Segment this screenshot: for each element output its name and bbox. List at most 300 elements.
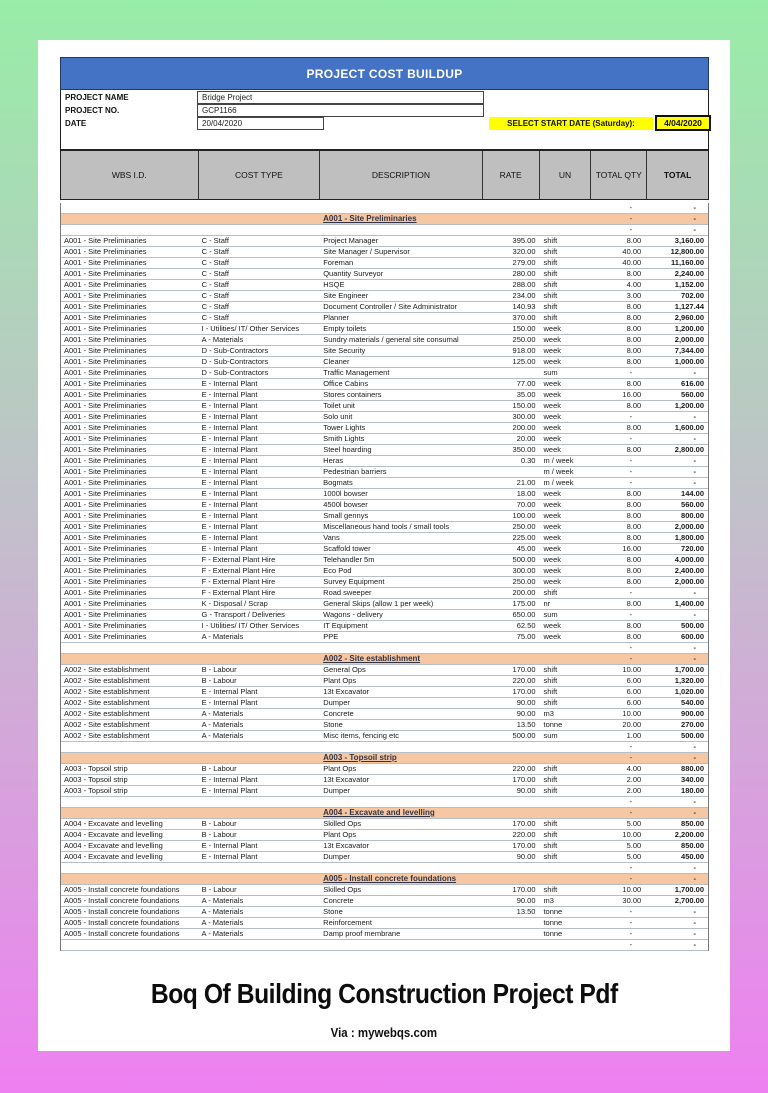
cell-rate: 170.00 bbox=[512, 665, 536, 674]
cell-total: 880.00 bbox=[681, 764, 704, 773]
cell-cost_type: E - Internal Plant bbox=[201, 687, 258, 696]
cell-wbs: A001 - Site Preliminaries bbox=[64, 412, 147, 421]
cell-cost_type: E - Internal Plant bbox=[201, 533, 258, 542]
section-header-row bbox=[61, 808, 708, 819]
cell-cost_type bbox=[199, 742, 321, 752]
cell-cost_type: B - Labour bbox=[201, 764, 237, 773]
cell-total: 340.00 bbox=[681, 775, 704, 784]
cell-total: 850.00 bbox=[681, 841, 704, 850]
cell-description bbox=[320, 863, 482, 873]
project-name-label: PROJECT NAME bbox=[65, 93, 129, 102]
cell-rate: 90.00 bbox=[516, 852, 536, 861]
cell-cost_type bbox=[199, 808, 321, 818]
cell-qty: - bbox=[629, 368, 633, 377]
cell-cost_type: A - Materials bbox=[201, 896, 244, 905]
cell-wbs: A001 - Site Preliminaries bbox=[64, 313, 147, 322]
table-row bbox=[61, 907, 708, 918]
cell-total: 900.00 bbox=[681, 709, 704, 718]
cell-unit: shift bbox=[543, 786, 558, 795]
cell-description: Skilled Ops bbox=[323, 819, 362, 828]
table-row bbox=[61, 731, 708, 742]
cell-cost_type bbox=[199, 225, 321, 235]
project-no-field[interactable]: GCP1166 bbox=[197, 104, 484, 117]
cell-unit: tonne bbox=[543, 929, 563, 938]
table-row bbox=[61, 566, 708, 577]
cell-rate: 175.00 bbox=[512, 599, 536, 608]
cell-cost_type: E - Internal Plant bbox=[201, 511, 258, 520]
cell-unit: week bbox=[543, 489, 562, 498]
table-row bbox=[61, 918, 708, 929]
table-row bbox=[61, 588, 708, 599]
page-caption bbox=[38, 978, 730, 1010]
cell-description: A002 - Site establishment bbox=[323, 654, 421, 663]
cell-wbs: A001 - Site Preliminaries bbox=[64, 357, 147, 366]
cell-rate: 395.00 bbox=[512, 236, 536, 245]
cell-description: Concrete bbox=[323, 709, 354, 718]
cell-rate: 90.00 bbox=[516, 786, 536, 795]
cell-qty: - bbox=[629, 214, 633, 223]
cell-rate: 90.00 bbox=[516, 896, 536, 905]
cell-description: 13t Excavator bbox=[323, 841, 370, 850]
cell-unit: shift bbox=[543, 665, 558, 674]
table-row bbox=[61, 269, 708, 280]
cell-qty: - bbox=[629, 654, 633, 663]
cell-cost_type: C - Staff bbox=[201, 236, 229, 245]
cell-qty: 5.00 bbox=[626, 852, 642, 861]
cell-rate bbox=[483, 214, 540, 224]
cell-description: 1000l bowser bbox=[323, 489, 368, 498]
cell-rate: 77.00 bbox=[516, 379, 536, 388]
cell-cost_type: B - Labour bbox=[201, 676, 237, 685]
cell-unit: m3 bbox=[543, 709, 554, 718]
cell-qty: - bbox=[629, 478, 633, 487]
cell-unit bbox=[539, 742, 591, 752]
cell-qty: 4.00 bbox=[626, 764, 642, 773]
cell-description: General Skips (allow 1 per week) bbox=[323, 599, 434, 608]
cell-cost_type: D - Sub-Contractors bbox=[201, 357, 269, 366]
cell-unit: shift bbox=[543, 236, 558, 245]
table-row bbox=[61, 676, 708, 687]
column-header-description: DESCRIPTION bbox=[320, 151, 483, 199]
cell-wbs: A004 - Excavate and levelling bbox=[64, 841, 163, 850]
cell-total: 7,344.00 bbox=[674, 346, 704, 355]
table-row bbox=[61, 830, 708, 841]
table-row bbox=[61, 896, 708, 907]
table-row bbox=[61, 687, 708, 698]
cell-qty: - bbox=[629, 610, 633, 619]
cell-rate: 300.00 bbox=[512, 412, 536, 421]
cell-cost_type: B - Labour bbox=[201, 885, 237, 894]
section-header-row bbox=[61, 874, 708, 885]
spacer-row bbox=[61, 863, 708, 874]
cell-total: 720.00 bbox=[681, 544, 704, 553]
cell-rate: 62.50 bbox=[516, 621, 536, 630]
cell-unit: nr bbox=[543, 599, 551, 608]
cell-total: 144.00 bbox=[681, 489, 704, 498]
cell-wbs: A001 - Site Preliminaries bbox=[64, 522, 147, 531]
table-row bbox=[61, 247, 708, 258]
cell-rate: 200.00 bbox=[512, 423, 536, 432]
cell-qty: - bbox=[629, 797, 633, 806]
cell-rate: 234.00 bbox=[512, 291, 536, 300]
cell-total: 2,000.00 bbox=[674, 335, 704, 344]
table-row bbox=[61, 885, 708, 896]
cell-total: 1,127.44 bbox=[674, 302, 704, 311]
column-header-total: TOTAL bbox=[663, 170, 692, 180]
cell-description: Toilet unit bbox=[323, 401, 355, 410]
cell-total: 600.00 bbox=[681, 632, 704, 641]
cell-description: Eco Pod bbox=[323, 566, 352, 575]
sheet-title-bar bbox=[60, 57, 709, 90]
cell-qty: - bbox=[629, 929, 633, 938]
cell-rate: 300.00 bbox=[512, 566, 536, 575]
table-row bbox=[61, 632, 708, 643]
start-date-field[interactable]: 4/04/2020 bbox=[655, 115, 711, 131]
cell-unit: shift bbox=[543, 852, 558, 861]
cell-description: Quantity Surveyor bbox=[323, 269, 384, 278]
cell-wbs: A002 - Site establishment bbox=[64, 720, 150, 729]
cell-wbs: A003 - Topsoil strip bbox=[64, 786, 128, 795]
cell-cost_type: A - Materials bbox=[201, 929, 244, 938]
cell-total: - bbox=[693, 874, 696, 883]
cell-description: Foreman bbox=[323, 258, 354, 267]
cell-description: A001 - Site Preliminaries bbox=[323, 214, 417, 223]
cell-wbs: A001 - Site Preliminaries bbox=[64, 533, 147, 542]
cell-rate: 250.00 bbox=[512, 577, 536, 586]
cell-unit: m / week bbox=[543, 467, 574, 476]
cell-description: Sundry materials / general site consumal bbox=[323, 335, 459, 344]
cell-rate: 250.00 bbox=[512, 335, 536, 344]
spacer-row bbox=[61, 203, 708, 214]
cell-cost_type: E - Internal Plant bbox=[201, 544, 258, 553]
cell-cost_type: E - Internal Plant bbox=[201, 390, 258, 399]
cell-description: A003 - Topsoil strip bbox=[323, 753, 397, 762]
cell-qty: 40.00 bbox=[622, 258, 642, 267]
cell-wbs: A001 - Site Preliminaries bbox=[64, 291, 147, 300]
cell-wbs: A005 - Install concrete foundations bbox=[64, 907, 180, 916]
cell-cost_type: E - Internal Plant bbox=[201, 467, 258, 476]
cell-rate bbox=[483, 797, 540, 807]
table-row bbox=[61, 929, 708, 940]
cell-cost_type: B - Labour bbox=[201, 665, 237, 674]
cell-description: Plant Ops bbox=[323, 830, 357, 839]
spacer-row bbox=[61, 797, 708, 808]
cell-rate bbox=[483, 929, 540, 939]
cell-wbs: A005 - Install concrete foundations bbox=[64, 885, 180, 894]
cell-total: 270.00 bbox=[681, 720, 704, 729]
cell-description: A005 - Install concrete foundations bbox=[323, 874, 457, 883]
cell-total: 4,000.00 bbox=[674, 555, 704, 564]
cell-unit: shift bbox=[543, 764, 558, 773]
cell-unit: week bbox=[543, 412, 561, 421]
cell-total: 560.00 bbox=[681, 390, 704, 399]
cell-description: Misc items, fencing etc bbox=[323, 731, 400, 740]
cell-total: - bbox=[693, 742, 696, 751]
cell-description: Planner bbox=[323, 313, 350, 322]
cell-rate: 170.00 bbox=[512, 841, 536, 850]
cell-total: - bbox=[693, 412, 696, 421]
table-row bbox=[61, 291, 708, 302]
table-row bbox=[61, 456, 708, 467]
table-row bbox=[61, 610, 708, 621]
cell-description: Tower Lights bbox=[323, 423, 366, 432]
date-label: DATE bbox=[65, 119, 87, 128]
cell-description: Solo unit bbox=[323, 412, 353, 421]
cell-description: Traffic Management bbox=[323, 368, 390, 377]
cell-cost_type: K - Disposal / Scrap bbox=[201, 599, 268, 608]
cell-total: 1,020.00 bbox=[674, 687, 704, 696]
cell-unit: sum bbox=[543, 731, 558, 740]
cell-rate: 170.00 bbox=[512, 819, 536, 828]
column-header-wbs-i-d-: WBS I.D. bbox=[61, 151, 199, 199]
cell-wbs: A003 - Topsoil strip bbox=[64, 775, 128, 784]
spacer-row bbox=[61, 742, 708, 753]
cell-wbs: A001 - Site Preliminaries bbox=[64, 445, 147, 454]
cell-qty: 8.00 bbox=[626, 379, 642, 388]
table-row bbox=[61, 324, 708, 335]
cell-total: - bbox=[693, 467, 696, 476]
cell-description: Bogmats bbox=[323, 478, 353, 487]
cell-unit: week bbox=[543, 632, 562, 641]
cell-description: A004 - Excavate and levelling bbox=[323, 808, 435, 817]
cell-unit: week bbox=[543, 357, 562, 366]
cell-qty: 16.00 bbox=[622, 544, 642, 553]
cell-description: Empty toilets bbox=[323, 324, 367, 333]
cell-total: 1,700.00 bbox=[674, 885, 704, 894]
cell-unit: shift bbox=[543, 676, 558, 685]
table-row bbox=[61, 555, 708, 566]
cell-rate: 125.00 bbox=[512, 357, 536, 366]
cell-cost_type bbox=[199, 654, 321, 664]
table-row bbox=[61, 599, 708, 610]
cell-rate: 225.00 bbox=[512, 533, 536, 542]
cell-rate: 140.93 bbox=[512, 302, 536, 311]
start-date-label: SELECT START DATE (Saturday): bbox=[489, 117, 653, 130]
cell-rate: 279.00 bbox=[512, 258, 536, 267]
project-name-field[interactable]: Bridge Project bbox=[197, 91, 484, 104]
cell-cost_type: G - Transport / Deliveries bbox=[201, 610, 285, 619]
table-row bbox=[61, 258, 708, 269]
cell-qty: 8.00 bbox=[626, 533, 642, 542]
cell-cost_type: C - Staff bbox=[201, 302, 229, 311]
cell-qty: 10.00 bbox=[622, 830, 642, 839]
cell-total: - bbox=[693, 225, 696, 234]
cell-unit: week bbox=[543, 566, 562, 575]
cell-description: Plant Ops bbox=[323, 764, 357, 773]
cell-cost_type: C - Staff bbox=[201, 269, 229, 278]
cell-cost_type: I - Utilities/ IT/ Other Services bbox=[201, 324, 300, 333]
cell-qty: 8.00 bbox=[626, 555, 642, 564]
column-header-un: UN bbox=[540, 151, 592, 199]
cell-cost_type: D - Sub-Contractors bbox=[201, 346, 269, 355]
cell-description: Damp proof membrane bbox=[323, 929, 401, 938]
table-row bbox=[61, 533, 708, 544]
cell-total: 11,160.00 bbox=[671, 258, 704, 267]
cell-cost_type: D - Sub-Contractors bbox=[201, 368, 269, 377]
cell-description bbox=[320, 203, 482, 213]
cell-qty: 8.00 bbox=[626, 324, 642, 333]
cell-unit: shift bbox=[543, 269, 558, 278]
cell-wbs: A001 - Site Preliminaries bbox=[64, 302, 147, 311]
cell-description: Office Cabins bbox=[323, 379, 369, 388]
cell-description: Stores containers bbox=[323, 390, 382, 399]
table-row bbox=[61, 467, 708, 478]
cell-unit: tonne bbox=[543, 720, 563, 729]
cell-rate: 320.00 bbox=[512, 247, 536, 256]
cell-qty: 8.00 bbox=[626, 335, 642, 344]
table-row bbox=[61, 390, 708, 401]
cell-total: 850.00 bbox=[681, 819, 704, 828]
cell-qty: 4.00 bbox=[626, 280, 642, 289]
cell-rate: 170.00 bbox=[512, 775, 536, 784]
cell-total: - bbox=[693, 368, 696, 377]
table-row bbox=[61, 720, 708, 731]
table-row bbox=[61, 302, 708, 313]
cell-wbs: A001 - Site Preliminaries bbox=[64, 335, 147, 344]
cell-cost_type: C - Staff bbox=[201, 291, 229, 300]
cell-rate bbox=[483, 203, 540, 213]
cell-qty: 6.00 bbox=[626, 698, 642, 707]
cell-total: - bbox=[693, 588, 696, 597]
cell-total: 2,200.00 bbox=[674, 830, 704, 839]
cell-total: 1,700.00 bbox=[674, 665, 704, 674]
cell-qty: 5.00 bbox=[626, 819, 642, 828]
cell-description: Miscellaneous hand tools / small tools bbox=[323, 522, 450, 531]
cell-unit: shift bbox=[543, 885, 558, 894]
cell-rate: 45.00 bbox=[516, 544, 536, 553]
project-no-row bbox=[61, 104, 484, 117]
cell-cost_type: F - External Plant Hire bbox=[201, 588, 276, 597]
cell-description bbox=[320, 940, 482, 950]
cell-total: 1,320.00 bbox=[674, 676, 704, 685]
cell-description: 13t Excavator bbox=[323, 687, 370, 696]
cell-rate: 200.00 bbox=[512, 588, 536, 597]
cell-unit: shift bbox=[543, 302, 558, 311]
table-row bbox=[61, 621, 708, 632]
table-row bbox=[61, 313, 708, 324]
cell-description: Site Security bbox=[323, 346, 366, 355]
cell-unit: week bbox=[543, 434, 561, 443]
cell-unit bbox=[539, 940, 591, 950]
cell-qty: - bbox=[629, 588, 633, 597]
cell-total: - bbox=[693, 456, 696, 465]
cell-total: 1,600.00 bbox=[674, 423, 704, 432]
cell-total: - bbox=[693, 610, 696, 619]
cell-unit: shift bbox=[543, 291, 558, 300]
cell-cost_type bbox=[199, 863, 321, 873]
cell-unit bbox=[539, 643, 591, 653]
cell-description: Concrete bbox=[323, 896, 354, 905]
cell-unit bbox=[539, 808, 591, 818]
cell-wbs: A001 - Site Preliminaries bbox=[64, 500, 147, 509]
cell-unit: sum bbox=[543, 368, 558, 377]
cell-description bbox=[320, 225, 482, 235]
cell-cost_type: E - Internal Plant bbox=[201, 522, 258, 531]
table-row bbox=[61, 401, 708, 412]
cell-cost_type: C - Staff bbox=[201, 313, 229, 322]
project-no-label: PROJECT NO. bbox=[65, 106, 120, 115]
cell-total: 2,700.00 bbox=[674, 896, 704, 905]
cell-unit: week bbox=[543, 555, 562, 564]
cell-wbs: A001 - Site Preliminaries bbox=[64, 258, 147, 267]
cell-total: 2,000.00 bbox=[674, 522, 704, 531]
section-header-row bbox=[61, 654, 708, 665]
cell-unit: shift bbox=[543, 247, 558, 256]
cell-cost_type: A - Materials bbox=[201, 709, 244, 718]
table-body bbox=[60, 203, 709, 951]
cell-wbs: A001 - Site Preliminaries bbox=[64, 379, 147, 388]
cell-total: 500.00 bbox=[681, 621, 704, 630]
cell-rate: 250.00 bbox=[512, 522, 536, 531]
cell-rate: 650.00 bbox=[512, 610, 536, 619]
cell-unit: week bbox=[543, 522, 562, 531]
cell-cost_type: E - Internal Plant bbox=[201, 445, 258, 454]
cell-unit: week bbox=[543, 511, 562, 520]
cell-total: 2,240.00 bbox=[674, 269, 704, 278]
page-caption-text: Boq Of Building Construction Project Pdf bbox=[150, 978, 618, 1009]
cell-cost_type: A - Materials bbox=[201, 907, 244, 916]
cell-qty: 8.00 bbox=[626, 632, 642, 641]
cell-wbs: A001 - Site Preliminaries bbox=[64, 566, 147, 575]
cell-unit bbox=[539, 225, 591, 235]
cell-wbs: A004 - Excavate and levelling bbox=[64, 819, 163, 828]
cell-total: 1,200.00 bbox=[674, 324, 704, 333]
cell-wbs: A001 - Site Preliminaries bbox=[64, 621, 147, 630]
cell-total: 2,960.00 bbox=[674, 313, 704, 322]
cell-total: - bbox=[693, 797, 696, 806]
cell-rate bbox=[483, 863, 540, 873]
cell-wbs bbox=[61, 643, 199, 653]
cell-unit: week bbox=[543, 346, 562, 355]
table-row bbox=[61, 577, 708, 588]
table-row bbox=[61, 709, 708, 720]
cell-qty: - bbox=[629, 643, 633, 652]
table-row bbox=[61, 764, 708, 775]
section-header-row bbox=[61, 753, 708, 764]
cell-description: Project Manager bbox=[323, 236, 379, 245]
cell-wbs: A002 - Site establishment bbox=[64, 665, 150, 674]
date-field[interactable]: 20/04/2020 bbox=[197, 117, 324, 130]
cell-wbs: A001 - Site Preliminaries bbox=[64, 456, 147, 465]
cell-unit: week bbox=[543, 401, 562, 410]
cell-cost_type: B - Labour bbox=[201, 830, 237, 839]
table-row bbox=[61, 357, 708, 368]
cell-qty: 30.00 bbox=[622, 896, 642, 905]
cell-wbs bbox=[61, 797, 199, 807]
cell-rate: 70.00 bbox=[516, 500, 536, 509]
cell-cost_type: C - Staff bbox=[201, 258, 229, 267]
cell-total: 702.00 bbox=[681, 291, 704, 300]
cell-wbs bbox=[61, 808, 199, 818]
table-row bbox=[61, 236, 708, 247]
table-row bbox=[61, 819, 708, 830]
cell-rate: 21.00 bbox=[516, 478, 536, 487]
cell-qty: 10.00 bbox=[622, 885, 642, 894]
cell-total: 1,800.00 bbox=[674, 533, 704, 542]
cell-wbs: A002 - Site establishment bbox=[64, 709, 150, 718]
cell-cost_type: A - Materials bbox=[201, 731, 244, 740]
cell-cost_type: E - Internal Plant bbox=[201, 423, 258, 432]
cell-wbs bbox=[61, 654, 199, 664]
cell-rate: 90.00 bbox=[516, 709, 536, 718]
cell-unit bbox=[539, 863, 591, 873]
cell-rate: 90.00 bbox=[516, 698, 536, 707]
cell-rate: 350.00 bbox=[512, 445, 536, 454]
table-row bbox=[61, 698, 708, 709]
cell-description: Vans bbox=[323, 533, 340, 542]
cell-description: Reinforcement bbox=[323, 918, 372, 927]
cell-rate: 220.00 bbox=[512, 830, 536, 839]
